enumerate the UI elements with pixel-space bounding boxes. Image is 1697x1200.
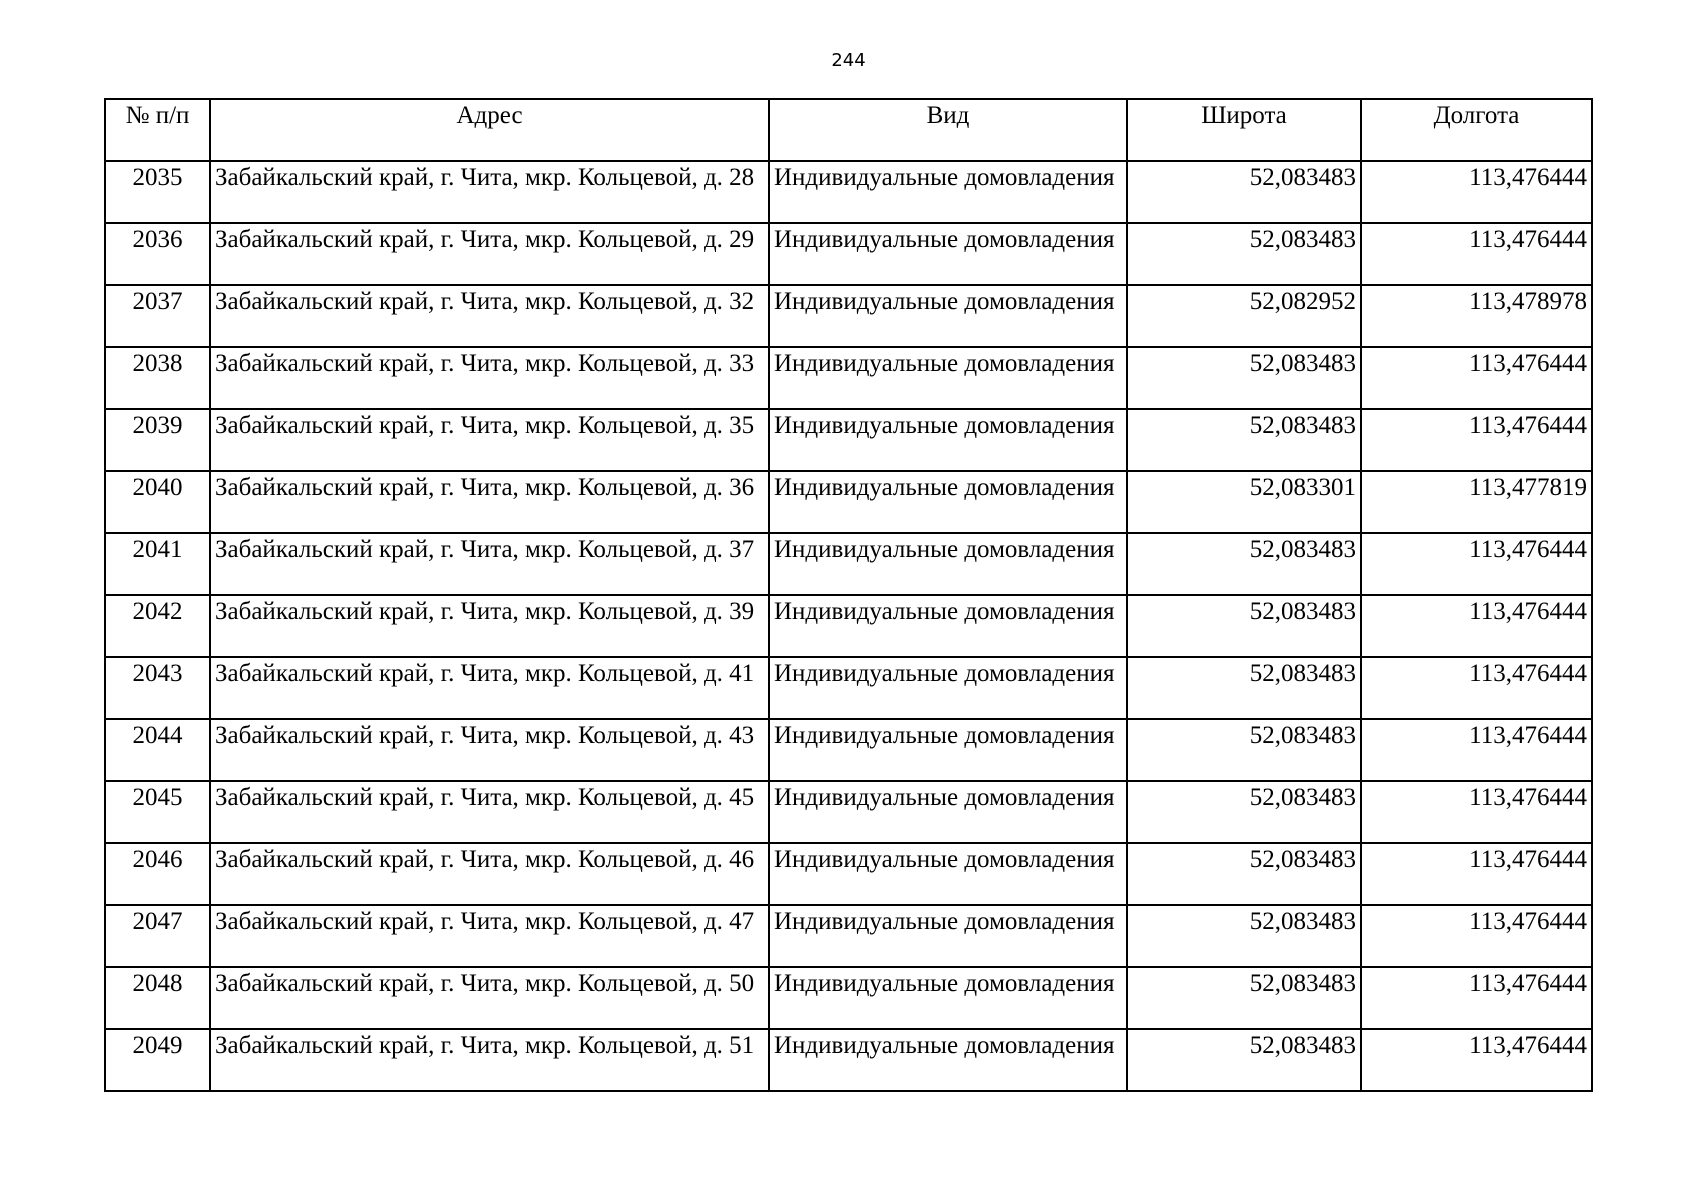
cell-latitude: 52,083483: [1127, 843, 1361, 905]
cell-type: Индивидуальные домовладения: [769, 1029, 1127, 1091]
cell-longitude: 113,476444: [1361, 719, 1592, 781]
cell-address: Забайкальский край, г. Чита, мкр. Кольцевой, д. 47: [210, 905, 769, 967]
page-number: 244: [831, 50, 866, 71]
cell-address: Забайкальский край, г. Чита, мкр. Кольцевой, д. 46: [210, 843, 769, 905]
cell-address: Забайкальский край, г. Чита, мкр. Кольцевой, д. 36: [210, 471, 769, 533]
header-latitude: Широта: [1127, 99, 1361, 161]
cell-address: Забайкальский край, г. Чита, мкр. Кольцевой, д. 51: [210, 1029, 769, 1091]
cell-num: 2041: [105, 533, 210, 595]
table-row: [105, 1029, 1592, 1091]
cell-longitude: 113,476444: [1361, 905, 1592, 967]
cell-latitude: 52,083483: [1127, 719, 1361, 781]
cell-address: Забайкальский край, г. Чита, мкр. Кольцевой, д. 39: [210, 595, 769, 657]
cell-type: Индивидуальные домовладения: [769, 657, 1127, 719]
cell-num: 2039: [105, 409, 210, 471]
table-row: [105, 843, 1592, 905]
cell-num: 2046: [105, 843, 210, 905]
cell-longitude: 113,476444: [1361, 595, 1592, 657]
cell-num: 2042: [105, 595, 210, 657]
cell-latitude: 52,083483: [1127, 347, 1361, 409]
cell-longitude: 113,477819: [1361, 471, 1592, 533]
table-row: [105, 409, 1592, 471]
cell-longitude: 113,476444: [1361, 657, 1592, 719]
table-body: [105, 161, 1592, 1091]
table-row: [105, 471, 1592, 533]
cell-type: Индивидуальные домовладения: [769, 967, 1127, 1029]
header-num: № п/п: [105, 99, 210, 161]
cell-type: Индивидуальные домовладения: [769, 905, 1127, 967]
cell-type: Индивидуальные домовладения: [769, 781, 1127, 843]
cell-longitude: 113,476444: [1361, 533, 1592, 595]
cell-latitude: 52,083483: [1127, 533, 1361, 595]
header-type: Вид: [769, 99, 1127, 161]
cell-latitude: 52,083483: [1127, 657, 1361, 719]
cell-longitude: 113,476444: [1361, 409, 1592, 471]
cell-latitude: 52,083483: [1127, 223, 1361, 285]
cell-type: Индивидуальные домовладения: [769, 285, 1127, 347]
cell-num: 2043: [105, 657, 210, 719]
cell-address: Забайкальский край, г. Чита, мкр. Кольцевой, д. 41: [210, 657, 769, 719]
table-row: [105, 595, 1592, 657]
cell-address: Забайкальский край, г. Чита, мкр. Кольцевой, д. 29: [210, 223, 769, 285]
cell-address: Забайкальский край, г. Чита, мкр. Кольцевой, д. 32: [210, 285, 769, 347]
header-row: [105, 99, 1592, 161]
cell-type: Индивидуальные домовладения: [769, 719, 1127, 781]
cell-address: Забайкальский край, г. Чита, мкр. Кольцевой, д. 43: [210, 719, 769, 781]
table-row: [105, 161, 1592, 223]
cell-longitude: 113,476444: [1361, 161, 1592, 223]
cell-latitude: 52,083483: [1127, 967, 1361, 1029]
cell-type: Индивидуальные домовладения: [769, 161, 1127, 223]
cell-address: Забайкальский край, г. Чита, мкр. Кольцевой, д. 28: [210, 161, 769, 223]
cell-num: 2038: [105, 347, 210, 409]
cell-num: 2036: [105, 223, 210, 285]
cell-num: 2047: [105, 905, 210, 967]
cell-latitude: 52,083483: [1127, 1029, 1361, 1091]
cell-address: Забайкальский край, г. Чита, мкр. Кольцевой, д. 35: [210, 409, 769, 471]
cell-num: 2049: [105, 1029, 210, 1091]
header-address: Адрес: [210, 99, 769, 161]
address-table: [104, 98, 1593, 1092]
cell-longitude: 113,476444: [1361, 223, 1592, 285]
cell-latitude: 52,083483: [1127, 595, 1361, 657]
cell-longitude: 113,476444: [1361, 843, 1592, 905]
cell-num: 2037: [105, 285, 210, 347]
cell-longitude: 113,478978: [1361, 285, 1592, 347]
table-row: [105, 223, 1592, 285]
cell-type: Индивидуальные домовладения: [769, 471, 1127, 533]
cell-num: 2040: [105, 471, 210, 533]
cell-latitude: 52,083301: [1127, 471, 1361, 533]
cell-address: Забайкальский край, г. Чита, мкр. Кольцевой, д. 45: [210, 781, 769, 843]
cell-longitude: 113,476444: [1361, 781, 1592, 843]
cell-type: Индивидуальные домовладения: [769, 223, 1127, 285]
cell-latitude: 52,082952: [1127, 285, 1361, 347]
cell-latitude: 52,083483: [1127, 161, 1361, 223]
table-row: [105, 533, 1592, 595]
cell-type: Индивидуальные домовладения: [769, 843, 1127, 905]
cell-type: Индивидуальные домовладения: [769, 409, 1127, 471]
cell-longitude: 113,476444: [1361, 1029, 1592, 1091]
cell-latitude: 52,083483: [1127, 409, 1361, 471]
cell-address: Забайкальский край, г. Чита, мкр. Кольцевой, д. 50: [210, 967, 769, 1029]
table-row: [105, 967, 1592, 1029]
cell-num: 2045: [105, 781, 210, 843]
table-row: [105, 657, 1592, 719]
table-row: [105, 347, 1592, 409]
table-row: [105, 905, 1592, 967]
table-row: [105, 719, 1592, 781]
cell-type: Индивидуальные домовладения: [769, 347, 1127, 409]
cell-address: Забайкальский край, г. Чита, мкр. Кольцевой, д. 33: [210, 347, 769, 409]
cell-latitude: 52,083483: [1127, 905, 1361, 967]
cell-address: Забайкальский край, г. Чита, мкр. Кольцевой, д. 37: [210, 533, 769, 595]
header-longitude: Долгота: [1361, 99, 1592, 161]
table-row: [105, 781, 1592, 843]
table-header: [105, 99, 1592, 161]
cell-num: 2048: [105, 967, 210, 1029]
cell-type: Индивидуальные домовладения: [769, 595, 1127, 657]
cell-num: 2044: [105, 719, 210, 781]
cell-num: 2035: [105, 161, 210, 223]
table-row: [105, 285, 1592, 347]
cell-latitude: 52,083483: [1127, 781, 1361, 843]
cell-longitude: 113,476444: [1361, 967, 1592, 1029]
cell-longitude: 113,476444: [1361, 347, 1592, 409]
cell-type: Индивидуальные домовладения: [769, 533, 1127, 595]
